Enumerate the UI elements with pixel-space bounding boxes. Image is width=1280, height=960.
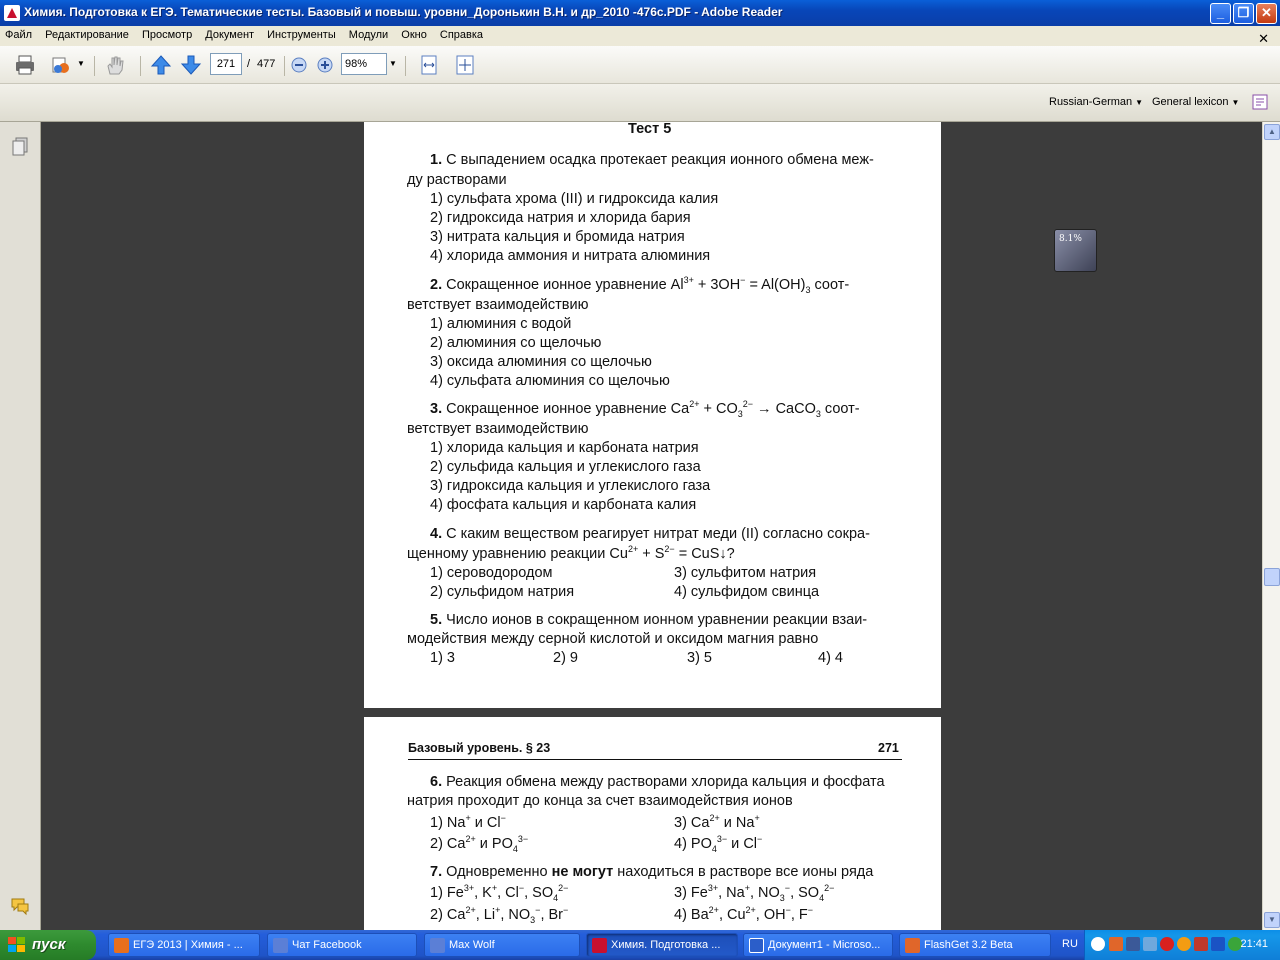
- menu-edit[interactable]: Редактирование: [45, 29, 129, 41]
- taskbar-item-label: ЕГЭ 2013 | Химия - ...: [133, 939, 243, 951]
- answer-option: 4) сульфата алюминия со щелочью: [430, 373, 670, 389]
- answer-option: 1) сульфата хрома (III) и гидроксида калия: [430, 191, 719, 207]
- scroll-thumb[interactable]: [1264, 568, 1280, 586]
- answer-option: 2) $Ca^{2+}$, Li+, $NO_3^-$, Br−: [430, 905, 569, 925]
- answer-option: 3) сульфитом натрия: [674, 565, 817, 581]
- answer-option: 4) фосфата кальция и карбоната калия: [430, 497, 697, 513]
- taskbar-item-flashget[interactable]: [899, 933, 1051, 957]
- bluetooth-tray-icon[interactable]: [1211, 937, 1225, 951]
- answer-option: 3) нитрата кальция и бромида натрия: [430, 229, 685, 245]
- adobe-reader-icon: [4, 5, 20, 21]
- answer-option: 4) сульфидом свинца: [674, 584, 820, 600]
- progress-widget[interactable]: [1054, 229, 1097, 272]
- taskbar-item-max-wolf[interactable]: [424, 933, 580, 957]
- taskbar-item-word[interactable]: [743, 933, 893, 957]
- taskbar-item-chat[interactable]: [267, 933, 417, 957]
- menu-tools[interactable]: Инструменты: [267, 29, 336, 41]
- question-text: 7. Одновременно не могут находиться в растворе все ионы ряда: [430, 864, 874, 880]
- flashget-tray-icon[interactable]: [1109, 937, 1123, 951]
- answer-option: 1) $Fe^{3+}$, K+, Cl−, $SO_4^{2-}$: [430, 883, 569, 903]
- page-separator: /: [247, 58, 251, 70]
- lexicon-label: General lexicon: [1152, 96, 1229, 108]
- menu-window[interactable]: Окно: [401, 29, 427, 41]
- title-bar: [0, 0, 1280, 26]
- taskbar-item-firefox[interactable]: [108, 933, 260, 957]
- pdf-icon: [592, 938, 607, 953]
- zoom-in-icon[interactable]: [316, 56, 334, 74]
- answer-option: 3) гидроксида кальция и углекислого газа: [430, 478, 711, 494]
- answer-option: 4) 4: [818, 650, 843, 666]
- scroll-down-icon[interactable]: ▼: [1264, 912, 1280, 928]
- fit-page-icon[interactable]: [454, 54, 476, 76]
- answer-option: 4) $PO_4^{3-}$ и Cl−: [674, 834, 763, 854]
- answer-option: 1) хлорида кальция и карбоната натрия: [430, 440, 699, 456]
- previous-page-icon[interactable]: [150, 54, 172, 76]
- chevron-down-icon: ▼: [1231, 98, 1240, 107]
- question-text: модействия между серной кислотой и оксидом магния равно: [407, 631, 819, 647]
- menu-plugins[interactable]: Модули: [348, 29, 389, 41]
- page-header-number: 271: [878, 741, 899, 755]
- question-text: ду растворами: [407, 172, 507, 188]
- taskbar-item-label: Max Wolf: [449, 939, 495, 951]
- lexicon-dropdown[interactable]: [1152, 96, 1239, 108]
- tray-expand-icon[interactable]: [1091, 937, 1105, 951]
- facebook-tray-icon[interactable]: [1126, 937, 1140, 951]
- maximize-button[interactable]: ❐: [1233, 3, 1254, 24]
- start-label: пуск: [32, 936, 66, 953]
- system-tray: [1084, 930, 1280, 960]
- opera-tray-icon[interactable]: [1160, 937, 1174, 951]
- answer-option: 2) сульфидом натрия: [430, 584, 575, 600]
- chevron-down-icon[interactable]: ▼: [77, 59, 85, 68]
- page-number-input[interactable]: 271: [210, 53, 242, 75]
- zoom-dropdown-icon[interactable]: ▼: [389, 59, 397, 68]
- answer-option: 1) Na+ и Cl−: [430, 813, 506, 831]
- word-icon: [749, 938, 764, 953]
- page-total: 477: [257, 58, 276, 70]
- chevron-down-icon: ▼: [1135, 98, 1144, 107]
- zoom-input[interactable]: 98%: [341, 53, 387, 75]
- answer-option: 4) $Ba^{2+}$, $Cu^{2+}$, OH−, F−: [674, 905, 814, 923]
- answer-option: 3) оксида алюминия со щелочью: [430, 354, 652, 370]
- header-rule: [408, 759, 902, 760]
- fit-width-icon[interactable]: [418, 54, 440, 76]
- question-text: 1. С выпадением осадка протекает реакция ионного обмена меж-: [430, 152, 874, 168]
- tools-tray-icon[interactable]: [1194, 937, 1208, 951]
- answer-option: 1) сероводородом: [430, 565, 553, 581]
- hand-tool-icon[interactable]: [104, 54, 126, 76]
- language-indicator[interactable]: RU: [1062, 938, 1078, 950]
- vertical-scrollbar[interactable]: [1262, 122, 1280, 930]
- menu-view[interactable]: Просмотр: [141, 29, 193, 41]
- menu-bar: [0, 26, 1280, 46]
- taskbar-item-label: FlashGet 3.2 Beta: [924, 939, 1013, 951]
- clock: 21:41: [1240, 938, 1268, 950]
- menu-help[interactable]: Справка: [439, 29, 484, 41]
- dictionary-icon[interactable]: [1251, 93, 1269, 111]
- collaborate-icon[interactable]: [50, 54, 72, 76]
- pdf-page: [364, 122, 941, 708]
- progress-value: 8.1%: [1059, 234, 1082, 244]
- question-text: 6. Реакция обмена между растворами хлорида кальция и фосфата: [430, 774, 885, 790]
- security-tray-icon[interactable]: [1177, 937, 1191, 951]
- test-title: Тест 5: [628, 122, 672, 137]
- firefox-icon: [114, 938, 129, 953]
- answer-option: 3) $Fe^{3+}$, Na+, $NO_3^-$, $SO_4^{2-}$: [674, 883, 835, 903]
- print-icon[interactable]: [14, 54, 36, 76]
- windows-logo-icon: [8, 937, 26, 953]
- answer-option: 3) 5: [687, 650, 712, 666]
- question-text: 3. Сокращенное ионное уравнение $Ca^{2+} + CO_3^{2-}$ → CaCO$_3$ соот-: [430, 399, 860, 419]
- scroll-up-icon[interactable]: ▲: [1264, 124, 1280, 140]
- answer-option: 2) 9: [553, 650, 578, 666]
- start-button[interactable]: [0, 930, 96, 960]
- answer-option: 2) $Ca^{2+}$ и $PO_4^{3-}$: [430, 834, 529, 854]
- pdf-page: [364, 717, 941, 930]
- minimize-button[interactable]: _: [1210, 3, 1231, 24]
- menu-document[interactable]: Документ: [205, 29, 255, 41]
- zoom-out-icon[interactable]: [290, 56, 308, 74]
- answer-option: 2) сульфида кальция и углекислого газа: [430, 459, 701, 475]
- menu-file[interactable]: Файл: [5, 29, 33, 41]
- answer-option: 2) алюминия со щелочью: [430, 335, 602, 351]
- answer-option: 2) гидроксида натрия и хлорида бария: [430, 210, 691, 226]
- answer-option: 1) 3: [430, 650, 455, 666]
- chat-window-icon: [430, 938, 445, 953]
- chat-window-icon: [273, 938, 288, 953]
- flashget-icon: [905, 938, 920, 953]
- page-header-section: Базовый уровень. § 23: [408, 741, 551, 755]
- comments-icon[interactable]: [10, 896, 30, 916]
- main-toolbar: [0, 46, 1280, 84]
- taskbar-item-label: Химия. Подготовка ...: [611, 939, 721, 951]
- navigation-pane: [0, 122, 41, 930]
- question-text: ветствует взаимодействию: [407, 297, 589, 313]
- question-text: ветствует взаимодействию: [407, 421, 589, 437]
- taskbar-item-label: Документ1 - Microso...: [768, 939, 881, 951]
- close-button[interactable]: ✕: [1256, 3, 1277, 24]
- answer-option: 1) алюминия с водой: [430, 316, 572, 332]
- dictionary-toolbar: [0, 84, 1280, 122]
- question-text: 4. С каким веществом реагирует нитрат меди (II) согласно сокра-: [430, 526, 870, 542]
- dictionary-label: Russian-German: [1049, 96, 1133, 108]
- answer-option: 4) хлорида аммония и нитрата алюминия: [430, 248, 711, 264]
- network-tray-icon[interactable]: [1143, 937, 1157, 951]
- next-page-icon[interactable]: [180, 54, 202, 76]
- question-text: натрия проходит до конца за счет взаимодействия ионов: [407, 793, 793, 809]
- taskbar-item-adobe-reader[interactable]: [586, 933, 738, 957]
- pages-icon[interactable]: [10, 136, 30, 156]
- taskbar: [0, 930, 1280, 960]
- question-text: щенному уравнению реакции $Cu^{2+} + S^{2-}$ = CuS↓?: [407, 544, 735, 562]
- close-document-button[interactable]: ✕: [1258, 31, 1269, 46]
- answer-option: 3) $Ca^{2+}$ и Na+: [674, 813, 760, 831]
- question-text: 5. Число ионов в сокращенном ионном уравнении реакции взаи-: [430, 612, 868, 628]
- question-text: 2. Сокращенное ионное уравнение $Al^{3+} + 3OH^- = Al(OH)_3$ соот-: [430, 275, 850, 295]
- dictionary-dropdown[interactable]: [1049, 96, 1143, 108]
- taskbar-item-label: Чат Facebook: [292, 939, 362, 951]
- window-title: Химия. Подготовка к ЕГЭ. Тематические тесты. Базовый и повыш. уровни_Доронькин В.Н. и др_2010 -476с.PDF - Adobe Reader: [24, 5, 783, 19]
